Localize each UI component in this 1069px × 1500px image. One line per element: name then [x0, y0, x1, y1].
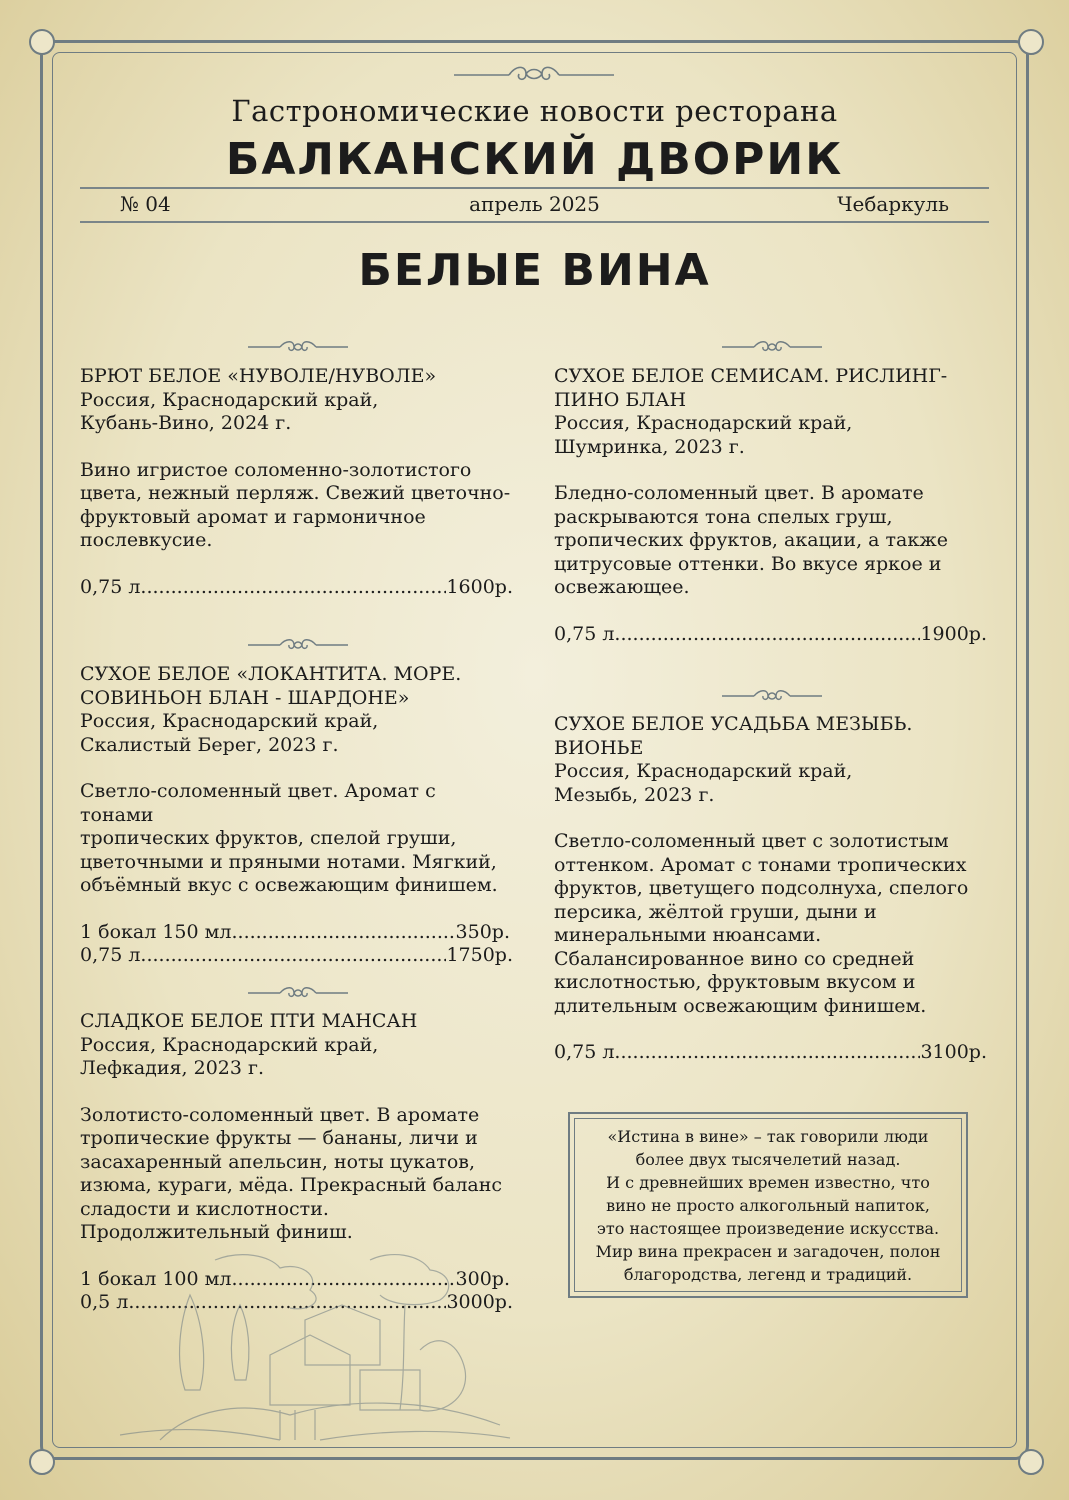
newsletter-subtitle: Гастрономические новости ресторана [231, 94, 838, 128]
wine-card [554, 713, 987, 1065]
wine-card [554, 365, 987, 646]
corner-ornament [29, 29, 55, 55]
divider-ornament [248, 636, 348, 654]
quote-box [568, 1112, 968, 1298]
top-flourish-ornament [454, 62, 614, 88]
restaurant-title: БАЛКАНСКИЙ ДВОРИК [225, 134, 844, 185]
wine-card [80, 663, 513, 968]
section-title: БЕЛЫЕ ВИНА [358, 245, 711, 296]
corner-ornament [29, 1449, 55, 1475]
price-row: 1 бокал 150 мл ..... 350р. [80, 921, 510, 945]
wine-origin: Россия, Краснодарский край, Мезыбь, 2023 г. [554, 760, 853, 806]
corner-ornament [1018, 29, 1044, 55]
wine-description: Вино игристое соломенно-золотистого цвета, нежный перляж. Свежий цветочно- фруктовый аромат и гармоничное послевкусие. [80, 458, 511, 551]
wine-name: СУХОЕ БЕЛОЕ СЕМИСАМ. РИСЛИНГ- ПИНО БЛАН [554, 365, 948, 411]
price-row: 0,5 л. ..... 3000р. [80, 1291, 513, 1315]
price-row: 0,75 л. ..... 1600р. [80, 576, 513, 600]
wine-description: Светло-соломенный цвет с золотистым оттенком. Аромат с тонами тропических фруктов, цветущего подсолнуха, спелого персика, жёлтой груши, дыни и минеральными нюансами. Сбалансированное вино со средней кислотностью, фруктовым вкусом и длительным освежающим финишем. [554, 830, 969, 1017]
divider-ornament [248, 984, 348, 1002]
wine-name: БРЮТ БЕЛОЕ «НУВОЛЕ/НУВОЛЕ» [80, 365, 437, 387]
price-row: 1 бокал 100 мл ..... 300р. [80, 1268, 510, 1292]
issue-date: апрель 2025 [469, 192, 600, 216]
divider-ornament [722, 687, 822, 705]
wine-description: Золотисто-соломенный цвет. В аромате тропические фрукты — бананы, личи и засахаренный апельсин, ноты цукатов, изюма, кураги, мёда. Прекрасный баланс сладости и кислотности. Продолжительный финиш. [80, 1103, 503, 1243]
quote-text: «Истина в вине» – так говорили люди более двух тысячелетий назад. И с древнейших времен известно, что вино не просто алкогольный напиток, это настоящее произведение искусства. Мир вина прекрасен и загадочен, полон благородства, легенд и традиций. [574, 1118, 962, 1292]
wine-origin: Россия, Краснодарский край, Скалистый Берег, 2023 г. [80, 710, 379, 756]
wine-origin: Россия, Краснодарский край, Лефкадия, 2023 г. [80, 1033, 379, 1079]
village-sketch-illustration [120, 1250, 520, 1450]
issue-number: № 04 [120, 192, 171, 216]
wine-origin: Россия, Краснодарский край, Кубань-Вино, 2024 г. [80, 388, 379, 434]
wine-prices [554, 1041, 987, 1065]
wine-prices [80, 921, 513, 968]
wine-description: Светло-соломенный цвет. Аромат с тонами тропических фруктов, спелой груши, цветочными и пряными нотами. Мягкий, объёмный вкус с освежающим финишем. [80, 780, 498, 896]
issue-city: Чебаркуль [837, 192, 949, 216]
price-row: 0,75 л. ..... 1900р. [554, 623, 987, 647]
price-row: 0,75 л. ..... 3100р. [554, 1041, 987, 1065]
wine-name: СЛАДКОЕ БЕЛОЕ ПТИ МАНСАН [80, 1010, 418, 1032]
divider-ornament [248, 338, 348, 356]
wine-name: СУХОЕ БЕЛОЕ «ЛОКАНТИТА. МОРЕ. СОВИНЬОН БЛАН - ШАРДОНЕ» [80, 663, 462, 709]
wine-origin: Россия, Краснодарский край, Шумринка, 2023 г. [554, 412, 853, 458]
wine-prices [80, 576, 513, 600]
header-rule-top [80, 187, 989, 189]
wine-card [80, 365, 513, 599]
wine-description: Бледно-соломенный цвет. В аромате раскрываются тона спелых груш, тропических фруктов, акации, а также цитрусовые оттенки. Во вкусе яркое и освежающее. [554, 482, 948, 598]
divider-ornament [722, 338, 822, 356]
header-rule-bottom [80, 221, 989, 223]
wine-name: СУХОЕ БЕЛОЕ УСАДЬБА МЕЗЫБЬ. ВИОНЬЕ [554, 713, 913, 759]
wine-prices [554, 623, 987, 647]
price-row: 0,75 л. ..... 1750р. [80, 944, 513, 968]
corner-ornament [1018, 1449, 1044, 1475]
